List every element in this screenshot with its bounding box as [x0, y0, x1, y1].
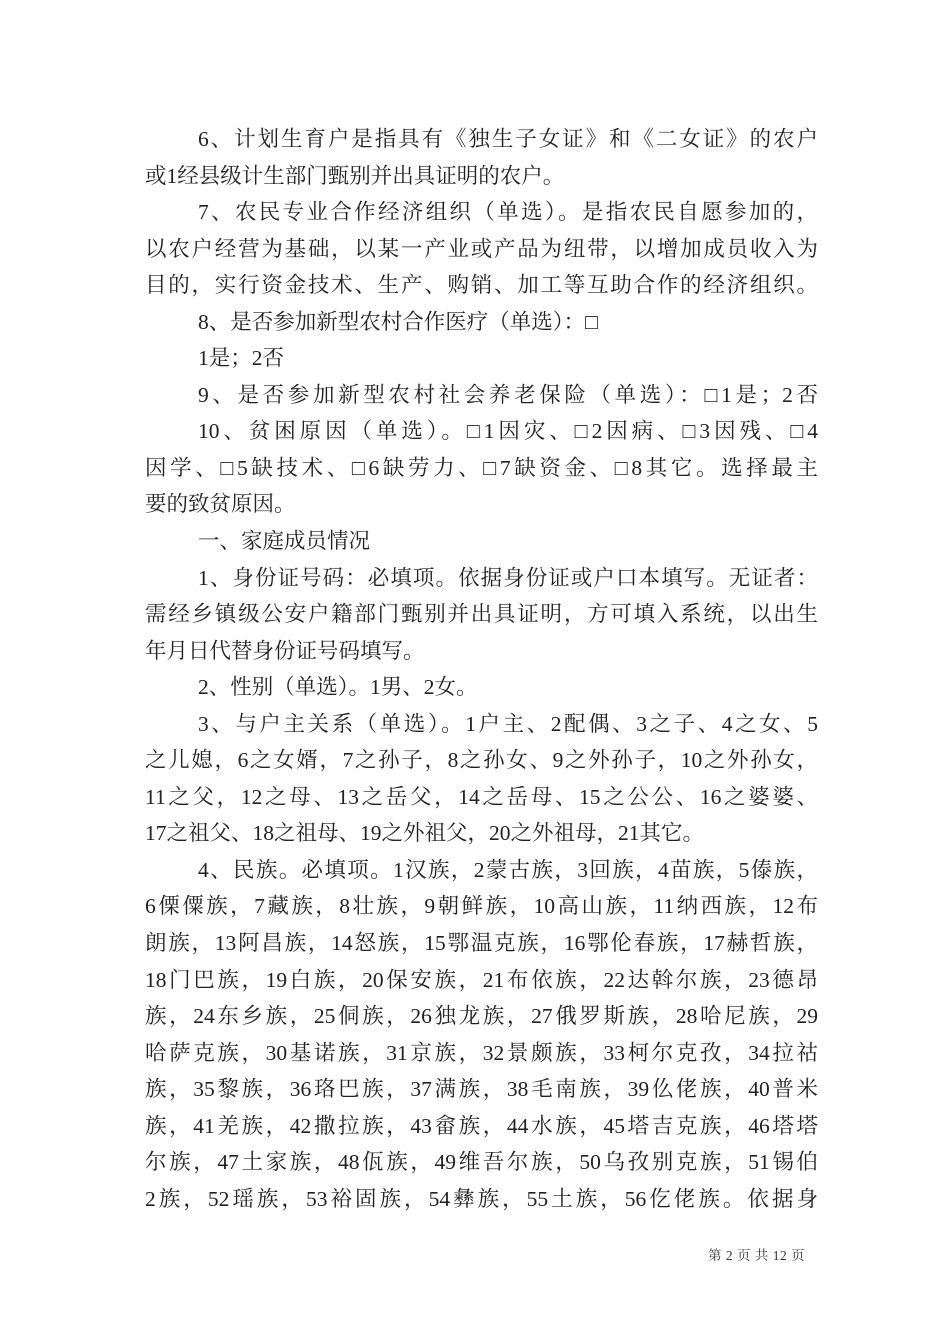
text-line: 10、贫困原因（单选）。□1因灾、□2因病、□3因残、□4 — [198, 419, 818, 444]
text-line: 族，41羌族，42撒拉族，43畲族，44水族，45塔吉克族，46塔塔 — [145, 1113, 818, 1138]
text-line: 7、农民专业合作经济组织（单选）。是指农民自愿参加的， — [198, 200, 818, 225]
text-line: 1、身份证号码：必填项。依据身份证或户口本填写。无证者： — [198, 565, 818, 590]
text-line: 朗族，13阿昌族，14怒族，15鄂温克族，16鄂伦春族，17赫哲族， — [145, 931, 818, 956]
text-line: 4、民族。必填项。1汉族，2蒙古族，3回族，4苗族，5傣族， — [198, 857, 818, 882]
text-line: 1是；2否 — [198, 346, 285, 371]
text-line: 需经乡镇级公安户籍部门甄别并出具证明，方可填入系统，以出生 — [145, 602, 818, 627]
text-line: 要的致贫原因。 — [145, 492, 296, 517]
text-line: 族，24东乡族，25侗族，26独龙族，27俄罗斯族，28哈尼族，29 — [145, 1004, 818, 1029]
text-line: 17之祖父、18之祖母、19之外祖父，20之外祖母，21其它。 — [145, 821, 705, 846]
text-line: 9、是否参加新型农村社会养老保险（单选）：□1是；2否 — [198, 382, 818, 407]
text-line: 哈萨克族，30基诺族，31京族，32景颇族，33柯尔克孜，34拉祜 — [145, 1040, 818, 1065]
text-line: 2族，52瑶族，53裕固族，54彝族，55土族，56仡佬族。依据身 — [145, 1186, 818, 1211]
text-line: 尔族，47土家族，48佤族，49维吾尔族，50乌孜别克族，51锡伯 — [145, 1150, 818, 1175]
text-line: 族，35黎族，36珞巴族，37满族，38毛南族，39仫佬族，40普米 — [145, 1077, 818, 1102]
text-line: 因学、□5缺技术、□6缺劳力、□7缺资金、□8其它。选择最主 — [145, 455, 818, 480]
text-line: 或1经县级计生部门甄别并出具证明的农户。 — [145, 163, 565, 188]
text-line: 2、性别（单选）。1男、2女。 — [198, 675, 478, 700]
text-line: 之儿媳，6之女婿，7之孙子，8之孙女、9之外孙子，10之外孙女， — [145, 748, 818, 773]
page-number: 第 2 页 共 12 页 — [708, 1248, 806, 1263]
text-line: 3、与户主关系（单选）。1户主、2配偶、3之子、4之女、5 — [198, 711, 818, 736]
text-line: 年月日代替身份证号码填写。 — [145, 638, 425, 663]
text-line: 18门巴族，19白族，20保安族，21布依族，22达斡尔族，23德昂 — [145, 967, 818, 992]
text-line: 11之父，12之母、13之岳父，14之岳母、15之公公、16之婆婆、 — [145, 784, 818, 809]
text-line: 目的，实行资金技术、生产、购销、加工等互助合作的经济组织。 — [145, 273, 818, 298]
text-line: 6傈僳族，7藏族，8壮族，9朝鲜族，10高山族，11纳西族，12布 — [145, 894, 818, 919]
section-heading: 一、家庭成员情况 — [198, 529, 371, 554]
text-line: 以农户经营为基础，以某一产业或产品为纽带，以增加成员收入为 — [145, 236, 818, 261]
text-line: 6、计划生育户是指具有《独生子女证》和《二女证》的农户 — [198, 127, 818, 151]
text-line: 8、是否参加新型农村合作医疗（单选）：□ — [198, 309, 598, 334]
document-body — [145, 121, 818, 1217]
